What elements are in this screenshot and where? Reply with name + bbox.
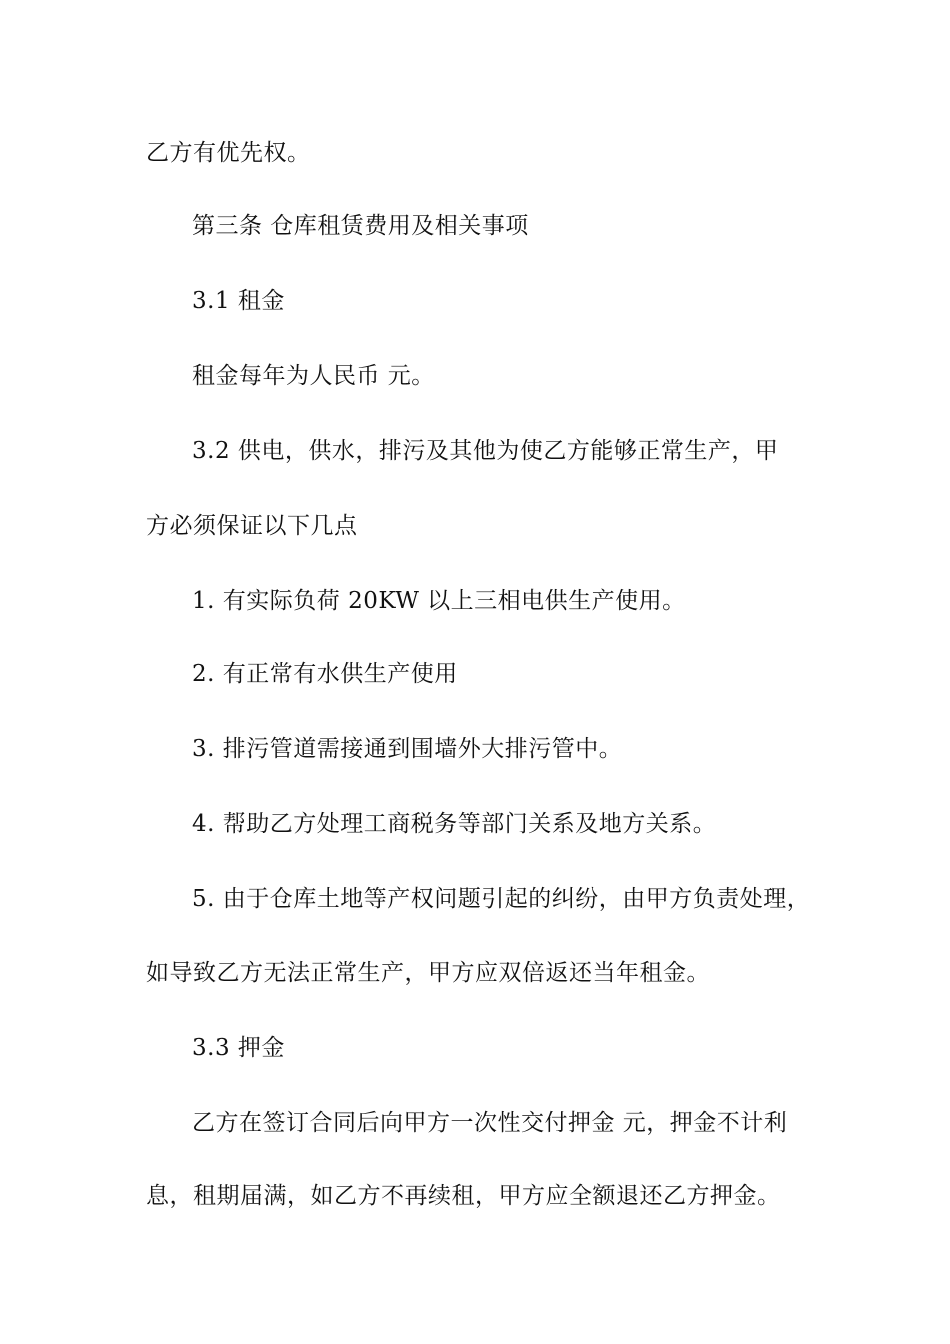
list-item: 5. 由于仓库土地等产权问题引起的纠纷，由甲方负责处理， bbox=[192, 886, 811, 912]
list-item: 1. 有实际负荷 20KW 以上三相电供生产使用。 bbox=[192, 588, 686, 614]
list-item: 2. 有正常有水供生产使用 bbox=[192, 661, 458, 687]
list-item: 4. 帮助乙方处理工商税务等部门关系及地方关系。 bbox=[192, 811, 717, 837]
paragraph-line: 如导致乙方无法正常生产，甲方应双倍返还当年租金。 bbox=[146, 960, 710, 986]
paragraph-line: 租金每年为人民币 元。 bbox=[192, 363, 435, 389]
paragraph-line: 息，租期届满，如乙方不再续租，甲方应全额退还乙方押金。 bbox=[146, 1183, 781, 1209]
list-item: 3. 排污管道需接通到围墙外大排污管中。 bbox=[192, 736, 623, 762]
subsection-heading: 3.1 租金 bbox=[192, 288, 285, 314]
paragraph-line: 乙方在签订合同后向甲方一次性交付押金 元，押金不计利 bbox=[192, 1110, 788, 1136]
subsection-heading: 3.3 押金 bbox=[192, 1035, 285, 1061]
paragraph-line: 方必须保证以下几点 bbox=[146, 513, 358, 539]
paragraph-line: 乙方有优先权。 bbox=[146, 140, 311, 166]
section-heading: 第三条 仓库租赁费用及相关事项 bbox=[192, 213, 529, 239]
paragraph-line: 3.2 供电，供水，排污及其他为使乙方能够正常生产，甲 bbox=[192, 438, 779, 464]
